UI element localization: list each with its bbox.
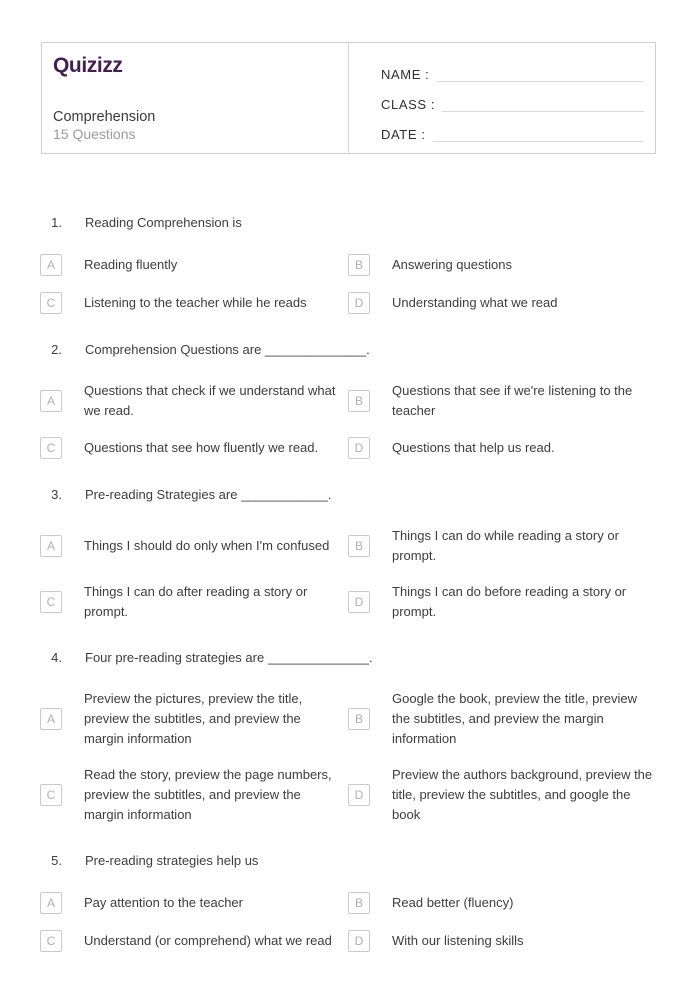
question-block [40,213,662,314]
options-grid [40,892,662,952]
quiz-title-block [53,108,348,143]
options-grid [40,254,662,314]
worksheet-header [41,42,656,154]
answer-option [348,892,662,914]
name-field-row [381,53,644,83]
question-number: 3. [51,487,62,502]
option-letter-box[interactable]: A [40,535,62,557]
answer-option [348,930,662,952]
question-title-row [40,213,662,233]
question-block [40,340,662,459]
option-letter-box[interactable]: A [40,254,62,276]
questions-list [0,213,700,952]
option-letter-box[interactable]: A [40,708,62,730]
option-letter-box[interactable]: B [348,390,370,412]
question-title-row [40,851,662,871]
option-letter-box[interactable]: D [348,591,370,613]
answer-option [348,689,662,749]
date-label: DATE : [381,127,426,142]
question-title-row [40,648,662,668]
answer-option [40,535,348,557]
option-text: Read better (fluency) [392,895,514,910]
answer-option [40,437,348,459]
answer-option [348,526,662,566]
option-letter-box[interactable]: B [348,535,370,557]
class-input-line[interactable] [442,97,644,112]
answer-option [40,892,348,914]
answer-option [348,437,662,459]
option-text: Pay attention to the teacher [84,895,243,910]
option-text: Things I can do while reading a story or prompt. [392,528,619,563]
header-fields-panel [349,43,655,153]
option-letter-box[interactable]: C [40,591,62,613]
option-text: Reading fluently [84,257,178,272]
option-letter-box[interactable]: D [348,784,370,806]
question-title-row [40,340,662,360]
option-text: Things I can do before reading a story or prompt. [392,584,627,619]
option-text: Understanding what we read [392,295,558,310]
option-text: Preview the pictures, preview the title, preview the subtitles, and preview the margin information [84,691,303,746]
option-text: Things I can do after reading a story or prompt. [84,584,308,619]
answer-option [348,765,662,825]
question-block [40,851,662,952]
option-letter-box[interactable]: C [40,292,62,314]
question-number: 2. [51,342,62,357]
question-text: Reading Comprehension is [85,215,242,230]
class-field-row [381,83,644,113]
quizizz-logo: Quizizz [53,54,123,77]
option-letter-box[interactable]: B [348,708,370,730]
option-text: Questions that see how fluently we read. [84,440,319,455]
option-text: Read the story, preview the page numbers, preview the subtitles, and preview the margin information [84,767,332,822]
answer-option [40,254,348,276]
option-letter-box[interactable]: C [40,437,62,459]
question-text: Comprehension Questions are ______________. [85,342,370,357]
quiz-title: Comprehension [53,109,156,125]
option-text: Questions that help us read. [392,440,555,455]
option-letter-box[interactable]: D [348,292,370,314]
question-number: 5. [51,853,62,868]
options-grid [40,381,662,459]
answer-option [40,582,348,622]
question-text: Pre-reading Strategies are ____________. [85,487,332,502]
option-text: Things I should do only when I'm confused [84,538,330,553]
option-text: Questions that see if we're listening to the teacher [392,383,633,418]
question-number: 4. [51,650,62,665]
option-letter-box[interactable]: D [348,437,370,459]
class-label: CLASS : [381,97,436,112]
question-block [40,648,662,825]
answer-option [40,381,348,421]
answer-option [348,582,662,622]
option-letter-box[interactable]: B [348,892,370,914]
option-letter-box[interactable]: C [40,930,62,952]
name-input-line[interactable] [436,67,644,82]
option-text: Listening to the teacher while he reads [84,295,307,310]
option-letter-box[interactable]: D [348,930,370,952]
options-grid [40,526,662,622]
question-text: Four pre-reading strategies are ______________. [85,650,373,665]
answer-option [40,930,348,952]
question-number: 1. [51,215,62,230]
question-title-row [40,485,662,505]
date-input-line[interactable] [433,127,644,142]
answer-option [40,689,348,749]
option-text: Questions that check if we understand what we read. [84,383,336,418]
question-text: Pre-reading strategies help us [85,853,259,868]
option-text: Google the book, preview the title, preview the subtitles, and preview the margin information [392,691,637,746]
question-count: 15 Questions [53,126,136,142]
option-letter-box[interactable]: A [40,892,62,914]
name-label: NAME : [381,67,430,82]
option-text: Answering questions [392,257,512,272]
option-text: With our listening skills [392,933,524,948]
option-letter-box[interactable]: A [40,390,62,412]
option-text: Preview the authors background, preview the title, preview the subtitles, and google the book [392,767,653,822]
options-grid [40,689,662,825]
header-left-panel [42,43,349,153]
answer-option [40,765,348,825]
date-field-row [381,113,644,143]
option-letter-box[interactable]: C [40,784,62,806]
option-text: Understand (or comprehend) what we read [84,933,332,948]
question-block [40,485,662,622]
answer-option [348,292,662,314]
answer-option [348,381,662,421]
answer-option [40,292,348,314]
option-letter-box[interactable]: B [348,254,370,276]
answer-option [348,254,662,276]
